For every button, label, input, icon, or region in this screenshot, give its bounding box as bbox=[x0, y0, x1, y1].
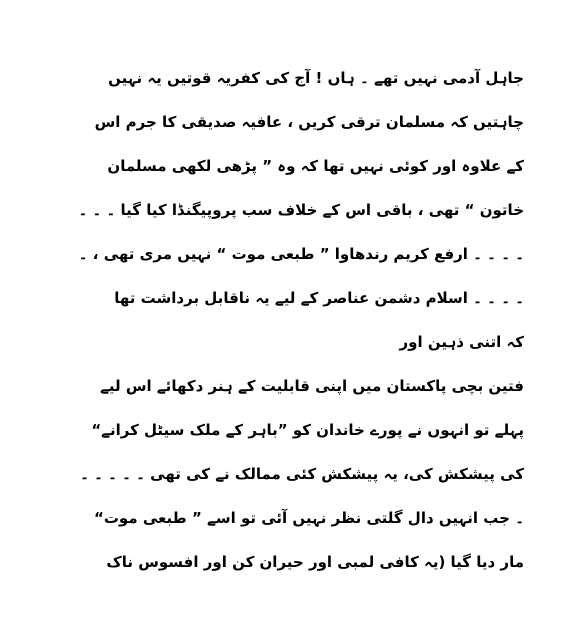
text-line: خاتون “ تھی ، باقی اس کے خلاف سب پروپیگنڈا کیا گیا ۔ ۔ ۔ bbox=[78, 201, 524, 219]
text-line: ۔ جب انہیں دال گلتی نظر نہیں آئی تو اسے ” طبعی موت“ bbox=[94, 509, 524, 527]
text-line: ۔ ۔ ۔ ۔ ارفع کریم رندھاوا ” طبعی موت “ نہیں مری تھی ، ۔ bbox=[78, 245, 524, 263]
text-line: کہ اتنی ذہین اور bbox=[399, 333, 524, 351]
urdu-paragraph bbox=[38, 58, 524, 586]
text-line: فتین بچی پاکستان میں اپنی قابلیت کے ہنر دکھائے اس لیے bbox=[100, 377, 524, 395]
text-line: مار دیا گیا (یہ کافی لمبی اور حیران کن اور افسوس ناک bbox=[106, 553, 524, 571]
text-line: کی پیشکش کی، یہ پیشکش کئی ممالک نے کی تھی ۔ ۔ ۔ ۔ ۔ bbox=[80, 465, 524, 483]
text-line: چاہتیں کہ مسلمان ترقی کریں ، عافیہ صدیقی کا جرم اس bbox=[94, 113, 524, 131]
text-line: کے علاوہ اور کوئی نہیں تھا کہ وہ ” پڑھی لکھی مسلمان bbox=[107, 157, 524, 175]
text-line: ۔ ۔ ۔ ۔ اسلام دشمن عناصر کے لیے یہ ناقابل برداشت تھا bbox=[114, 289, 524, 307]
text-line: جاہل آدمی نہیں تھے ۔ ہاں ! آج کی کفریہ قوتیں یہ نہیں bbox=[108, 69, 524, 87]
text-line: پہلے تو انہوں نے پورے خاندان کو ”باہر کے ملک سیٹل کرانے“ bbox=[91, 421, 524, 439]
